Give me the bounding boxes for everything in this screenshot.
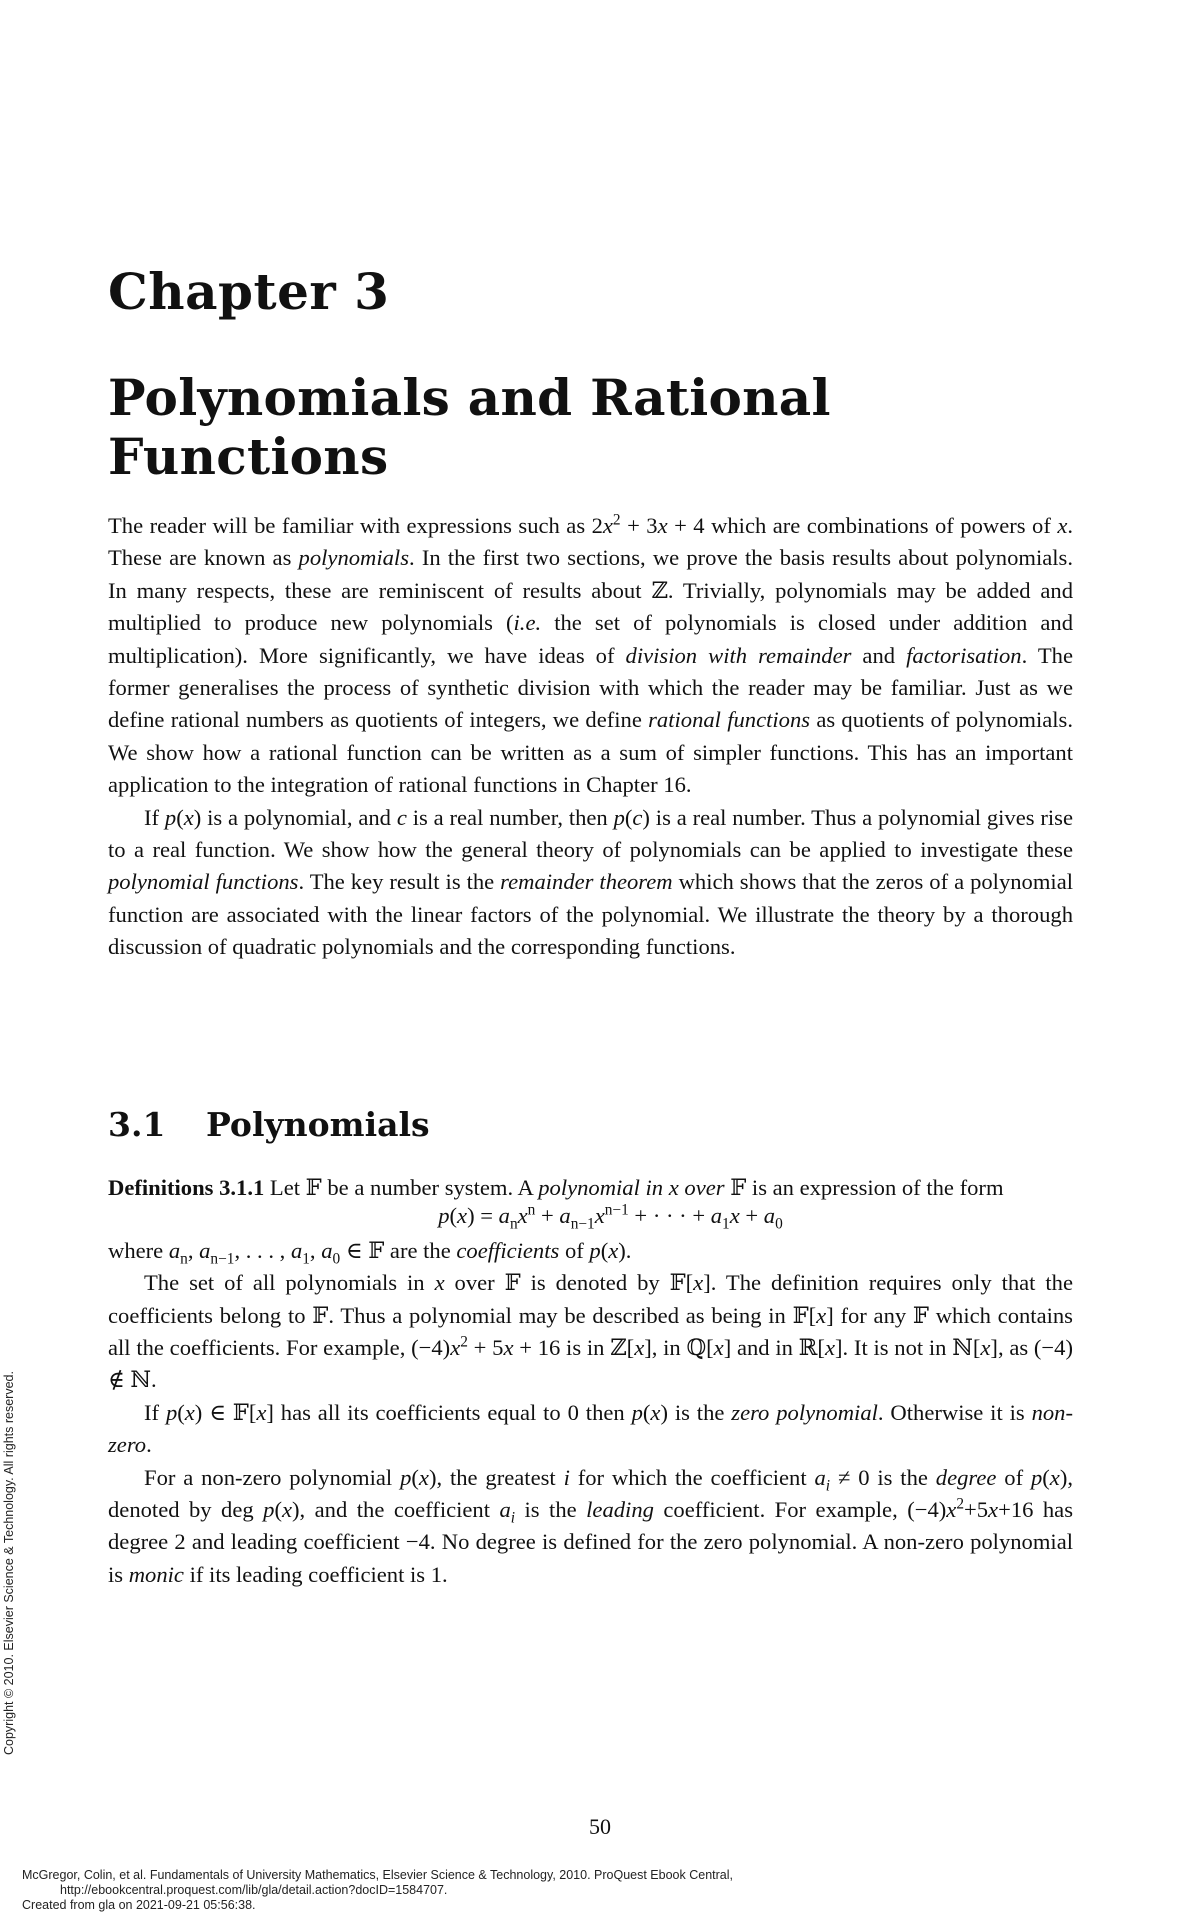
text-segment: . The former generalises the process of synthetic division with which the reader may be familiar. Just as we define rational numbers as quotients of integers, we define (108, 642, 1074, 733)
text-segment: c (632, 804, 643, 830)
text-segment: i (563, 1464, 570, 1490)
text-segment: n (180, 1250, 188, 1268)
citation-url[interactable]: http://ebookcentral.proquest.com/lib/gla/detail.action?docID=1584707. (60, 1883, 448, 1897)
text-segment: , (187, 1237, 200, 1263)
text-segment: x (946, 1497, 957, 1523)
text-segment: x (457, 1203, 468, 1229)
text-segment: a (199, 1237, 211, 1263)
text-segment: x (1049, 1464, 1060, 1490)
intro-paragraph-2 (108, 802, 1073, 964)
citation-footer (22, 1868, 1192, 1913)
section-heading (108, 1105, 430, 1144)
text-segment: +5 (964, 1497, 989, 1523)
text-segment: p (263, 1497, 275, 1523)
text-segment: 0 (775, 1215, 783, 1233)
section-title: Polynomials (206, 1105, 430, 1144)
text-segment: The reader will be familiar with expressions such as 2 (108, 513, 603, 538)
text-segment: ( (1042, 1464, 1050, 1490)
text-segment: i.e. (513, 610, 542, 636)
text-segment: ( (177, 1399, 185, 1425)
polynomial-formula (108, 1200, 1073, 1232)
text-segment: n (527, 1201, 536, 1219)
text-segment: the set of polynomials is closed under addition and multiplication). More significantly, we have ideas of (108, 610, 1073, 668)
text-segment: x (713, 1335, 724, 1361)
text-segment: degree (935, 1464, 997, 1490)
text-segment: is the (515, 1497, 587, 1523)
text-segment: x (608, 1237, 619, 1263)
text-segment: 𝔽 is an expression of the form (724, 1175, 1004, 1200)
text-segment: p (438, 1203, 450, 1229)
text-segment: 2 (956, 1495, 964, 1513)
text-segment: x (450, 1335, 461, 1361)
text-segment: a (498, 1203, 510, 1229)
text-segment: x (256, 1399, 267, 1425)
text-segment: + 5 (467, 1335, 504, 1361)
text-segment: x (980, 1335, 991, 1361)
text-segment: ) ∈ 𝔽[ (194, 1399, 257, 1425)
text-segment: ). (618, 1237, 632, 1263)
text-segment: x (434, 1270, 445, 1296)
text-segment: x (634, 1335, 645, 1361)
text-segment: x (693, 1270, 704, 1296)
text-segment: 1 (722, 1215, 730, 1233)
text-segment: x (281, 1497, 293, 1523)
text-segment: leading (586, 1497, 654, 1523)
text-segment: of (996, 1464, 1031, 1490)
text-segment: x (183, 804, 194, 830)
text-segment: ) is the (660, 1399, 732, 1425)
text-segment: coefficients (456, 1237, 560, 1263)
text-segment: p (631, 1399, 643, 1425)
text-segment: ( (642, 1399, 651, 1425)
text-segment: , (309, 1237, 322, 1263)
text-segment: x (650, 1399, 661, 1425)
text-segment: a (763, 1203, 776, 1229)
text-segment: . In the first two sections, we prove the basis results about polynomials. In many respects, these are reminiscent of results about ℤ. Trivially, polynomials may be added and multiplied to produce new polynomials ( (108, 545, 1073, 636)
text-segment: + 3 (620, 513, 658, 538)
text-segment: If (144, 1399, 166, 1425)
text-segment: n−1 (604, 1201, 629, 1219)
text-segment: and (851, 642, 907, 668)
text-segment: The set of all polynomials in (144, 1270, 435, 1296)
text-segment: . The key result is the (298, 869, 501, 895)
text-segment: x (184, 1399, 195, 1425)
zero-polynomial-paragraph (108, 1397, 1073, 1462)
text-segment: ≠ 0 is the (830, 1464, 936, 1490)
text-segment: ( (411, 1464, 419, 1490)
text-segment: Let 𝔽 be a number system. A (264, 1175, 539, 1200)
text-segment: over 𝔽 is denoted by 𝔽[ (444, 1270, 694, 1296)
chapter-introduction (108, 510, 1073, 964)
text-segment: ), denoted by deg (108, 1464, 1073, 1523)
text-segment: x (824, 1335, 835, 1361)
text-segment: if its leading coefficient is 1. (183, 1561, 448, 1587)
text-segment: . Otherwise it is (877, 1399, 1032, 1425)
text-segment: division with remainder (625, 642, 852, 668)
text-segment: . These are known as (108, 513, 1074, 571)
text-segment: ( (600, 1237, 609, 1263)
text-segment: + 16 is in ℤ[ (513, 1335, 635, 1361)
text-segment: + · · · + (628, 1203, 711, 1229)
text-segment: ) is a real number. Thus a polynomial gives rise to a real function. We show how the general theory of polynomials can be applied to investigate these (108, 804, 1073, 863)
text-segment: for which the coefficient (569, 1464, 815, 1490)
text-segment: a (814, 1464, 826, 1490)
text-segment: n (509, 1215, 518, 1233)
text-segment: which shows that the zeros of a polynomial function are associated with the linear factors of the polynomial. We illustrate the theory by a thorough discussion of quadratic polynomials and the corresponding functions. (108, 869, 1074, 960)
text-segment: polynomial in x over (538, 1175, 725, 1200)
text-segment: ), the greatest (428, 1464, 564, 1490)
text-segment: ∈ 𝔽 are the (340, 1237, 457, 1263)
copyright-notice: Copyright © 2010. Elsevier Science & Technology. All rights reserved. (2, 1371, 16, 1755)
text-segment: + (739, 1203, 764, 1229)
coefficients-paragraph (108, 1235, 1073, 1267)
text-segment: a (499, 1497, 511, 1523)
text-segment: remainder theorem (500, 869, 673, 895)
text-segment: of (559, 1237, 590, 1263)
chapter-label: Chapter 3 (108, 262, 390, 321)
text-segment: 1 (302, 1250, 310, 1268)
citation-line-1: McGregor, Colin, et al. Fundamentals of University Mathematics, Elsevier Science & Technology, 2010. ProQuest Ebook Central, (22, 1868, 733, 1882)
text-segment: x (517, 1203, 528, 1229)
definitions-block (108, 1172, 1073, 1591)
text-segment: 2 (612, 511, 621, 529)
text-segment: If (144, 804, 165, 830)
section-number: 3.1 (108, 1105, 166, 1144)
text-segment: a (710, 1203, 723, 1229)
text-segment: ) = (467, 1203, 499, 1229)
text-segment: where (108, 1237, 169, 1263)
text-segment: rational functions (648, 707, 811, 733)
text-segment: x (729, 1203, 740, 1229)
text-segment: p (589, 1237, 601, 1263)
text-segment: p (613, 804, 625, 830)
text-segment: Definitions 3.1.1 (108, 1175, 265, 1200)
intro-paragraph-1 (108, 510, 1073, 802)
text-segment: non-zero (108, 1399, 1073, 1458)
text-segment: a (559, 1203, 571, 1229)
text-segment: p (165, 1399, 178, 1425)
text-segment: polynomials (298, 545, 410, 571)
text-segment: ( (274, 1497, 282, 1523)
text-segment: ), and the coefficient (292, 1497, 500, 1523)
text-segment: p (1030, 1464, 1043, 1490)
text-segment: as quotients of polynomials. We show how a rational function can be written as a sum of simpler functions. This has an important application to the integration of rational functions in Chapter 16. (108, 707, 1073, 798)
text-segment: p (164, 804, 177, 830)
text-segment: x (657, 513, 668, 538)
text-segment: polynomial functions (108, 869, 299, 895)
text-segment: ( (176, 804, 184, 830)
text-segment: n−1 (210, 1250, 235, 1268)
page-number: 50 (589, 1814, 611, 1839)
text-segment: . (146, 1432, 152, 1458)
text-segment: 2 (460, 1333, 468, 1351)
text-segment: factorisation (906, 642, 1022, 668)
text-segment: x (602, 513, 613, 538)
text-segment: x (594, 1203, 605, 1229)
text-segment: ( (449, 1203, 458, 1229)
text-segment: ] for any 𝔽 which contains all the coefficients. For example, (−4) (108, 1302, 1073, 1361)
text-segment: a (321, 1237, 333, 1263)
text-segment: a (290, 1237, 303, 1263)
polynomial-set-paragraph (108, 1267, 1073, 1397)
text-segment: ]. The definition requires only that the coefficients belong to 𝔽. Thus a polynomial may be described as being in 𝔽[ (108, 1270, 1073, 1328)
degree-paragraph (108, 1462, 1073, 1592)
text-segment: x (418, 1464, 429, 1490)
text-segment: x (816, 1302, 827, 1328)
text-segment: zero polynomial (731, 1399, 878, 1425)
text-segment: , . . . , (234, 1237, 291, 1263)
text-segment: 0 (332, 1250, 341, 1268)
text-segment: x (1057, 513, 1068, 538)
text-segment: ] and in ℝ[ (723, 1335, 825, 1361)
text-segment: ) is a polynomial, and (193, 804, 397, 830)
text-segment: + 4 which are combinations of powers of (667, 513, 1058, 538)
text-segment: ], as (−4) ∉ ℕ. (108, 1335, 1073, 1393)
text-segment: +16 has degree 2 and leading coefficient −4. No degree is defined for the zero polynomial. A non-zero polynomial is (108, 1497, 1074, 1587)
text-segment: + (535, 1203, 560, 1229)
text-segment: ], in ℚ[ (644, 1335, 714, 1361)
text-segment: x (988, 1497, 999, 1523)
text-segment: ] has all its coefficients equal to 0 then (266, 1399, 632, 1425)
text-segment: a (168, 1237, 181, 1263)
text-segment: n−1 (570, 1215, 595, 1233)
text-segment: coefficient. For example, (−4) (653, 1497, 947, 1523)
text-segment: monic (128, 1561, 184, 1587)
text-segment: i (510, 1509, 516, 1527)
text-segment: is a real number, then (406, 804, 614, 830)
chapter-title: Polynomials and Rational Functions (108, 368, 831, 486)
text-segment: ( (624, 804, 633, 830)
citation-created: Created from gla on 2021-09-21 05:56:38. (22, 1898, 256, 1912)
text-segment: x (503, 1335, 514, 1361)
text-segment: c (396, 804, 407, 830)
text-segment: For a non-zero polynomial (144, 1464, 401, 1490)
text-segment: i (825, 1477, 831, 1495)
text-segment: p (400, 1464, 412, 1490)
text-segment: ]. It is not in ℕ[ (835, 1335, 981, 1361)
